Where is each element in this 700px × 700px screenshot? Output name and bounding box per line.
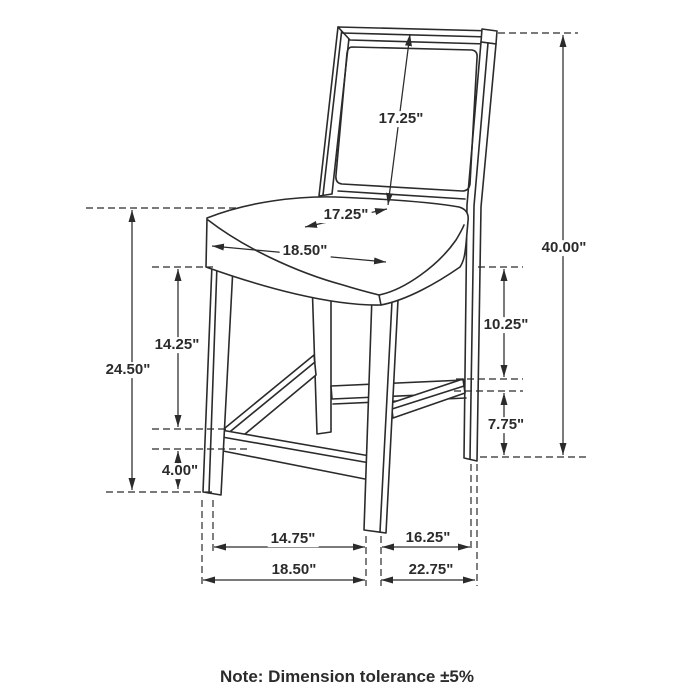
front-left-leg — [203, 264, 233, 495]
dim-front-to-back-leg-spacing-label: 16.25" — [403, 530, 454, 546]
dim-footrest-to-floor-label: 7.75" — [485, 417, 527, 433]
dim-seat-to-side-stretcher-label: 14.25" — [152, 337, 203, 353]
dim-back-height-label: 17.25" — [376, 111, 427, 127]
base-frame — [203, 264, 466, 533]
dim-seat-width-label: 18.50" — [280, 243, 331, 259]
left-side-stretcher-edge — [226, 362, 315, 435]
tolerance-note: Note: Dimension tolerance ±5% — [220, 667, 474, 686]
dim-seat-depth-label: 17.25" — [321, 207, 372, 223]
dim-seat-height-label: 24.50" — [103, 362, 154, 378]
dim-stretcher-to-floor-label: 4.00" — [159, 463, 201, 479]
dim-overall-height-label: 40.00" — [539, 240, 590, 256]
backrest-left-post — [319, 27, 350, 196]
dimension-lines — [132, 34, 563, 580]
dim-seat-to-footrest-label: 10.25" — [481, 317, 532, 333]
front-stretcher — [221, 430, 370, 480]
dim-base-width-label: 18.50" — [269, 562, 320, 578]
rear-right-leg — [464, 42, 496, 461]
dim-front-leg-spacing-label: 14.75" — [268, 531, 319, 547]
dim-base-depth-label: 22.75" — [406, 562, 457, 578]
